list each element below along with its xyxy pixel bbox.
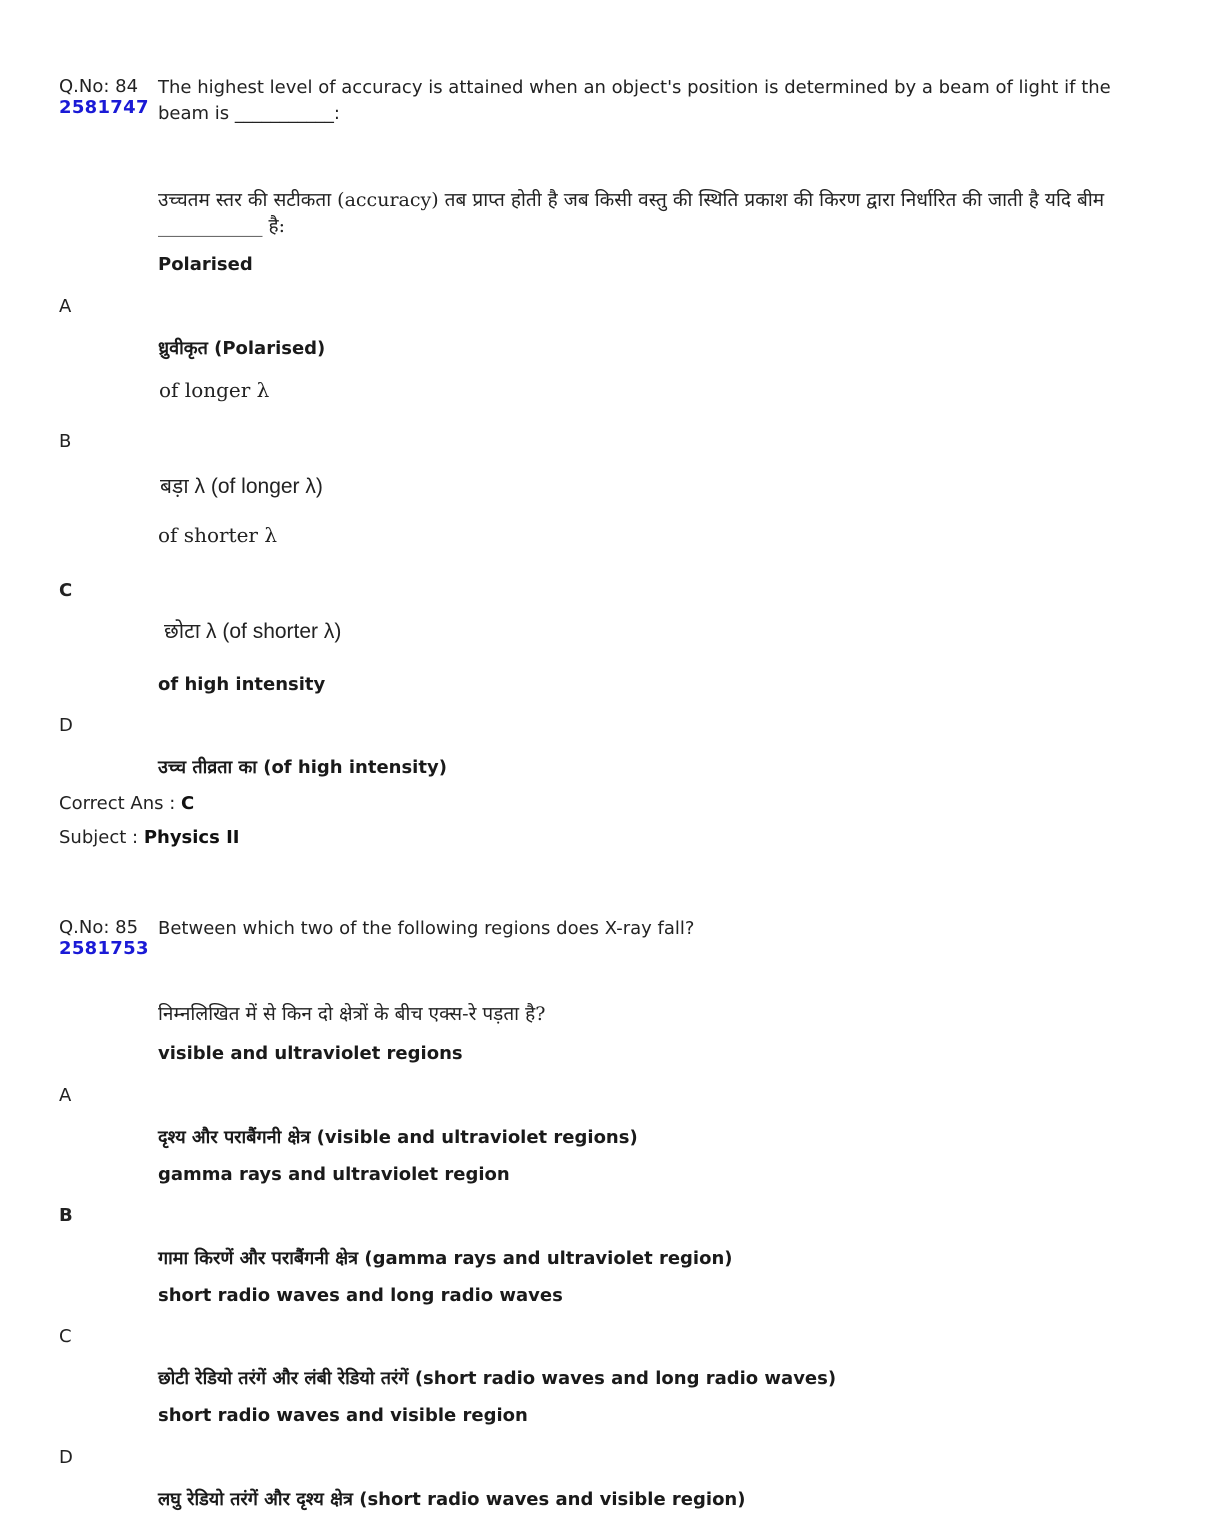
question-text-english: The highest level of accuracy is attained when an object's position is determined by a beam of light if the beam is ___________: — [158, 77, 1111, 124]
option-a-hindi: ध्रुवीकृत (Polarised) — [158, 338, 326, 359]
option-d-english: of high intensity — [158, 674, 326, 695]
option-b-letter: B — [59, 431, 72, 452]
option-b-letter: B — [59, 1205, 73, 1226]
option-d-english: short radio waves and visible region — [158, 1405, 528, 1426]
subject-label: Subject : — [59, 827, 139, 848]
subject-value: Physics II — [143, 827, 240, 848]
option-a-english: Polarised — [158, 254, 253, 275]
question-number-label: Q.No: 85 — [59, 917, 139, 938]
correct-answer — [59, 793, 194, 814]
subject — [59, 827, 239, 848]
option-c-english: of shorter λ — [158, 523, 278, 547]
option-c-hindi: छोटा λ (of shorter λ) — [164, 620, 342, 643]
option-a-english: visible and ultraviolet regions — [158, 1043, 463, 1064]
option-c-english: short radio waves and long radio waves — [158, 1285, 563, 1306]
option-d-letter: D — [59, 1447, 73, 1468]
option-a-hindi: दृश्य और पराबैंगनी क्षेत्र (visible and ultraviolet regions) — [158, 1127, 638, 1148]
option-b-hindi: बड़ा λ (of longer λ) — [160, 475, 323, 498]
option-b-english: of longer λ — [159, 378, 270, 402]
option-c-letter: C — [59, 580, 73, 601]
correct-answer-value: C — [181, 793, 195, 814]
option-b-english: gamma rays and ultraviolet region — [158, 1164, 510, 1185]
option-b-hindi: गामा किरणें और पराबैंगनी क्षेत्र (gamma rays and ultraviolet region) — [158, 1248, 733, 1269]
option-a-letter: A — [59, 1085, 72, 1106]
option-d-hindi: उच्च तीव्रता का (of high intensity) — [158, 757, 447, 778]
correct-answer-label: Correct Ans : — [59, 793, 176, 814]
question-id: 2581753 — [59, 938, 149, 959]
question-text-hindi: निम्नलिखित में से किन दो क्षेत्रों के बीच एक्स-रे पड़ता है? — [158, 1003, 546, 1025]
option-c-hindi: छोटी रेडियो तरंगें और लंबी रेडियो तरंगें (short radio waves and long radio waves) — [158, 1368, 837, 1389]
option-c-letter: C — [59, 1326, 72, 1347]
question-number-label: Q.No: 84 — [59, 76, 139, 97]
question-id: 2581747 — [59, 97, 149, 118]
question-text-english: Between which two of the following regions does X-ray fall? — [158, 918, 695, 939]
option-d-letter: D — [59, 715, 73, 736]
question-text-hindi: उच्चतम स्तर की सटीकता (accuracy) तब प्राप्त होती है जब किसी वस्तु की स्थिति प्रकाश की किरण द्वारा निर्धारित की जाती है यदि बीम ___________ है: — [158, 189, 1105, 237]
option-a-letter: A — [59, 296, 72, 317]
option-d-hindi: लघु रेडियो तरंगें और दृश्य क्षेत्र (short radio waves and visible region) — [158, 1489, 746, 1510]
